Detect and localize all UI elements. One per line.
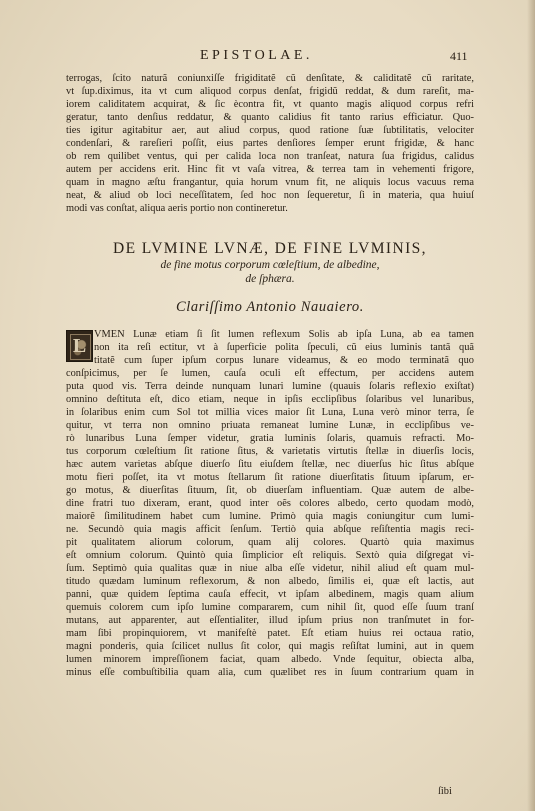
text-line: vt ſup.diximus, ita vt cum aliquod corpus denſat, frigidũ reddat, & dum rareſit, ma- [66, 86, 474, 97]
text-line: dine fratri tuo dixeram, erant, quod inter oẽs colores albedo, certo quodam modò, [66, 498, 474, 509]
paragraph-top [66, 72, 474, 215]
text-line: mutans, aut apparenter, aut eſſentialiter, illud ipſum prius non tranſmutet in for- [66, 615, 474, 626]
text-line: condenſari, & rareſieri poſſit, eius partes denſiores ſemper erunt frigidæ, & hanc [66, 138, 474, 149]
paragraph-main [66, 328, 474, 679]
text-line: ne. Secundò quia magis afficit ſenſum. Tertiò quia abſque reſiſtentia magis reci- [66, 524, 474, 535]
text-line: geratur, tanto denſius reddatur, & quanto calidius fit tanto rarius efficiatur. Quo- [66, 112, 474, 123]
catchword: ſibi [438, 786, 452, 797]
text-line: modi vas conſtat, aliqua aeris portio non contineretur. [66, 203, 288, 214]
page-number: 411 [450, 49, 468, 63]
text-line: tus corporum cœleſtium ſit ratione ſitus, & varietatis virtutis ſtellæ in diuerſis locis, [66, 446, 474, 457]
text-line: titatẽ cum ſuper ipſum corpus lunare videamus, & eo modo terminatã quo [94, 355, 474, 366]
section-subheading-end: de ſphæra. [245, 273, 295, 285]
dedication-line: Clariſſimo Antonio Nauaiero. [176, 299, 364, 315]
text-line: iorem caliditatem acquirat, & ſic ècontra fit, vt quanto magis aliquod corpus refri [66, 99, 474, 110]
text-line: ties igitur agitabitur aer, aut aliud corpus, quod ratione ſuæ ſubtilitatis, velociter [66, 125, 474, 136]
text-line: non ita reſi ectitur, vt à ſuperficie polita ſpeculi, cũ eius luminis tantã quã [94, 342, 474, 353]
text-line: quitur, vt terra non omnino priuata remaneat lumine Lunæ, in ecclipſibus ve- [66, 420, 474, 431]
drop-cap-letter: L [72, 335, 87, 357]
text-line: motu fieri poſſet, ita vt motus ſtellarum ſit ratione diuerſitatis ſituum ipſarum, er- [66, 472, 474, 483]
text-line: terrogas, ſcito naturã coniunxiſſe frigiditatẽ cũ denſitate, & caliditatẽ cũ raritate, [66, 73, 474, 84]
text-line: conſpicimus, per ſe lumen, cauſa oculi eſt effectum, per accidens autem [66, 368, 474, 379]
text-line: rò lunaribus Luna ſemper videtur, gratia luminis ſolaris, quamuis refracti. Mo- [66, 433, 474, 444]
text-line: panni, quæ quidem ſeptima cauſa effecit, vt ipſam albedinem, magis quam alium [66, 589, 474, 600]
page-edge-shadow [527, 0, 535, 811]
page-header [0, 48, 535, 68]
text-line: quemuis colorem cum ipſo lumine compararem, cum nihil ſit, quod eſſe ſuum tranſ [66, 602, 474, 613]
text-line: minus eſſe combuſtibilia quam alia, cum quælibet res in ſuum contrarium quam in [66, 667, 474, 678]
text-line: in ſolaribus enim cum Sol tot millia vices maior ſit Luna, Luna verò minor terra, ſe [66, 407, 474, 418]
text-line: go motus, & diuerſitas ſituum, ſit, ob diuerſam influentiam. Quæ autem de albe- [66, 485, 474, 496]
text-line: eſt omnium colorum. Quintò quia ſimplicior eſt reliquis. Sextò quia diſgregat vi- [66, 550, 474, 561]
text-line: maiorẽ ſimilitudinem habet cum lumine. Primò quia magis coniungitur cum lumi- [66, 511, 474, 522]
text-line: omnino deſtituta eſt, dico etiam, neque in ipſis ecclipſibus ſolaribus vel lunaribus, [66, 394, 474, 405]
text-line: titudo quædam luminum reflexorum, & non albedo, ſimilis ei, quæ eſt lactis, aut [66, 576, 474, 587]
text-line: magni ponderis, quia ſcilicet nullus ſit color, qui magis reſiſtat lumini, aut in quem [66, 641, 474, 652]
text-line: pit qualitatem aliorum colorum, quam alij colores. Quartò quia maximus [66, 537, 474, 548]
running-head: EPISTOLAE. [200, 48, 313, 63]
text-line: neat, & aliud ob loci neceſſitatem, ſed hoc non ſequeretur, ſi in materia, qua huiuſ [66, 190, 474, 201]
text-line: puta quod vis. Terra deinde nunquam lunari lumine (quauis ſolaris reflexio exiſtat) [66, 381, 474, 392]
text-line-first: VMEN Lunæ etiam ſi ſit lumen reflexum Solis ab ipſa Luna, ab ea tamen [94, 329, 474, 340]
section-subheading: de fine motus corporum cœleſtium, de albedine, [160, 259, 380, 271]
text-line: hæc autem varietas abſque diuerſo ſitu eiuſdem ſtellæ, nec diuerſus hic ſitus abſque [66, 459, 474, 470]
text-line: mam ſibi propinquiorem, vt manifeſtè patet. Eſt etiam huius rei octaua ratio, [66, 628, 474, 639]
text-line: lumen minorem impreſſionem faciat, quam albedo. Vnde ſequitur, obiecta alba, [66, 654, 474, 665]
section-heading: DE LVMINE LVNÆ, DE FINE LVMINIS, [113, 240, 427, 257]
text-line: autem per accidens erit. Hinc fit vt vaſa vitrea, & terrea tam in vehementi frigore, [66, 164, 474, 175]
text-line: ſum. Septimò quia qualitas quæ in niue alba eſſe videtur, nihil aliud eſt quam mul- [66, 563, 474, 574]
text-line: ob rem quilibet ventus, qui per calida loca non tranſeat, natura ſua frigidus, calidus [66, 151, 474, 162]
text-line: quam in magno æſtu frangantur, quia horum vnum fit, ne aliquis locus vacuus rema [66, 177, 474, 188]
